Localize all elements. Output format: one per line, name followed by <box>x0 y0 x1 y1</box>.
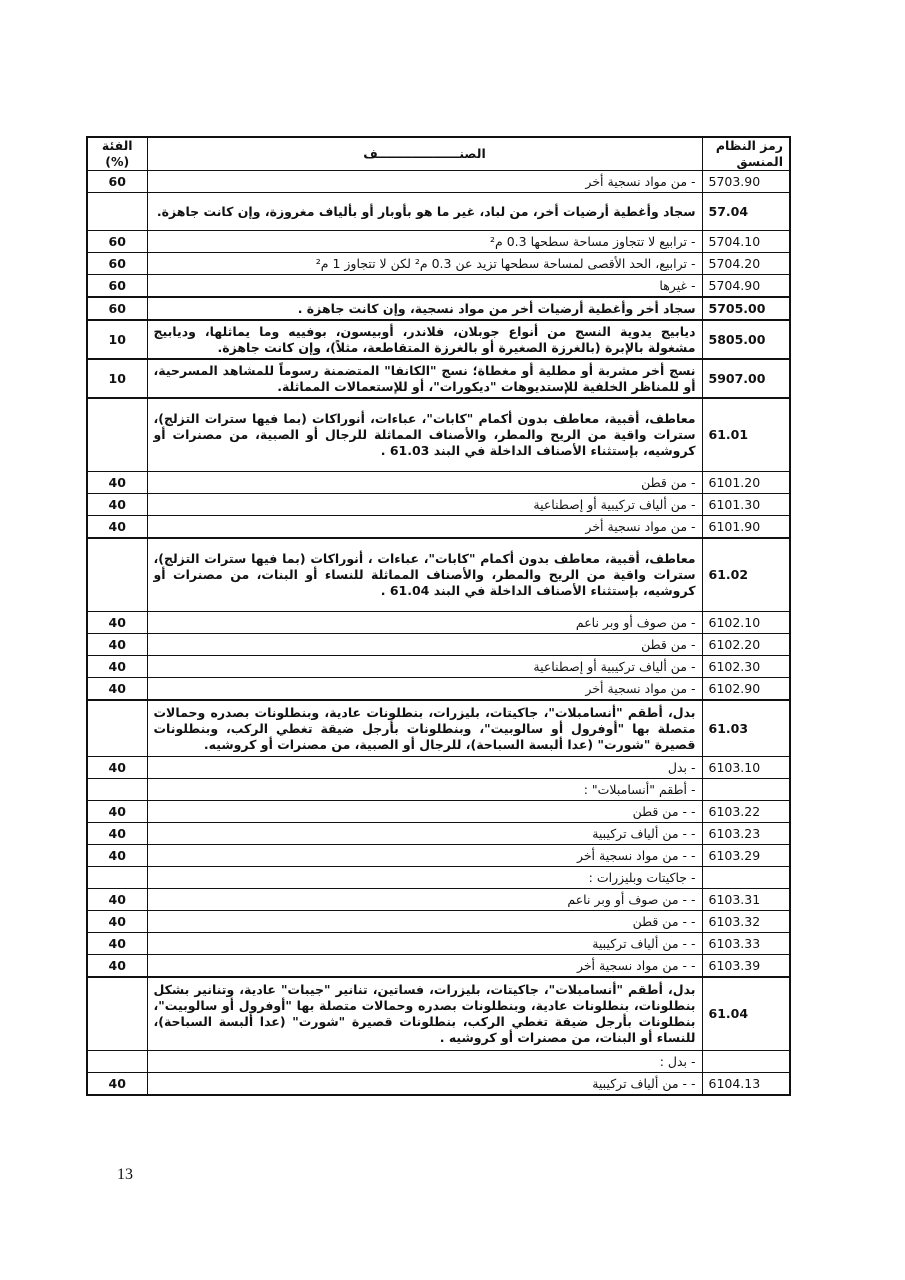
rate-cell: 40 <box>87 494 147 516</box>
rate-cell: 40 <box>87 889 147 911</box>
hs-code-cell: 6104.13 <box>702 1073 790 1096</box>
header-description: الصنـــــــــــــــــــف <box>147 137 702 171</box>
hs-code-cell: 6103.22 <box>702 801 790 823</box>
rate-cell: 10 <box>87 359 147 398</box>
table-row <box>87 359 790 398</box>
hs-code-cell: 6102.30 <box>702 656 790 678</box>
description-cell: - - من مواد نسجية أخر <box>147 845 702 867</box>
table-row <box>87 253 790 275</box>
description-cell: - من مواد نسجية أخر <box>147 678 702 701</box>
table-body <box>87 171 790 1096</box>
description-cell: بدل، أطقم "أنسامبلات"، جاكيتات، بليزرات، فساتين، تنانير "جيبات" عادية، وتنانير بشكل بنطلونات، بنطلونات عادية، وبنطلونات بصدره وحمالات متصلة بها "أوفرول أو سالوبيت"، بنطلونات بأرجل ضيقة تغطي الركب، بنطلونات قصيرة "شورت" (عدا ألبسة السباحة)، للنساء أو البنات، من مصنرات أو كروشيه . <box>147 977 702 1051</box>
description-cell: بدل، أطقم "أنسامبلات"، جاكيتات، بليزرات، بنطلونات عادية، وبنطلونات بصدره وحمالات متصلة بها "أوفرول أو سالوبيت"، وبنطلونات بأرجل ضيقة تغطي الركب، وبنطلونات قصيرة "شورت" (عدا ألبسة السباحة)، للرجال أو الصبية، من مصنرات أو كروشيه. <box>147 700 702 757</box>
rate-cell <box>87 779 147 801</box>
description-cell: - من صوف أو وبر ناعم <box>147 612 702 634</box>
header-rate-line1: الفئة <box>101 138 133 153</box>
rate-cell <box>87 700 147 757</box>
table-row <box>87 801 790 823</box>
rate-cell: 40 <box>87 678 147 701</box>
description-cell: - غيرها <box>147 275 702 298</box>
page-number: 13 <box>117 1166 133 1183</box>
hs-code-cell: 6103.31 <box>702 889 790 911</box>
description-cell: سجاد وأغطية أرضيات أخر، من لباد، غير ما هو بأوبار أو بألياف مغروزة، وإن كانت جاهزة. <box>147 193 702 231</box>
description-cell: سجاد أخر وأغطية أرضيات أخر من مواد نسجية، وإن كانت جاهزة . <box>147 297 702 320</box>
rate-cell: 40 <box>87 516 147 539</box>
table-row <box>87 398 790 472</box>
rate-cell: 60 <box>87 297 147 320</box>
rate-cell: 40 <box>87 656 147 678</box>
table-row <box>87 275 790 298</box>
table-row <box>87 494 790 516</box>
hs-code-cell: 5805.00 <box>702 320 790 359</box>
description-cell: - بدل : <box>147 1051 702 1073</box>
rate-cell: 40 <box>87 845 147 867</box>
description-cell: - جاكيتات وبليزرات : <box>147 867 702 889</box>
table-row <box>87 977 790 1051</box>
description-cell: - - من قطن <box>147 801 702 823</box>
description-cell: - ترابيع، الحد الأقصى لمساحة سطحها تزيد عن 0.3 م² لكن لا تتجاوز 1 م² <box>147 253 702 275</box>
table-row <box>87 171 790 193</box>
hs-code-cell: 5705.00 <box>702 297 790 320</box>
hs-code-cell: 6102.90 <box>702 678 790 701</box>
hs-code-cell <box>702 1051 790 1073</box>
table-row <box>87 320 790 359</box>
table-row <box>87 656 790 678</box>
rate-cell: 60 <box>87 171 147 193</box>
description-cell: - من قطن <box>147 634 702 656</box>
hs-code-cell: 61.03 <box>702 700 790 757</box>
description-cell: - - من ألياف تركيبية <box>147 933 702 955</box>
hs-code-cell: 6103.32 <box>702 911 790 933</box>
hs-code-cell: 6103.39 <box>702 955 790 978</box>
hs-code-cell: 6103.23 <box>702 823 790 845</box>
hs-code-cell <box>702 779 790 801</box>
table-row <box>87 955 790 978</box>
table-row <box>87 911 790 933</box>
table-row <box>87 823 790 845</box>
table-row <box>87 297 790 320</box>
table-row <box>87 845 790 867</box>
hs-code-cell: 5907.00 <box>702 359 790 398</box>
description-cell: - من قطن <box>147 472 702 494</box>
header-code <box>702 137 790 171</box>
hs-code-cell: 6102.20 <box>702 634 790 656</box>
hs-code-cell: 5703.90 <box>702 171 790 193</box>
description-cell: - - من ألياف تركيبية <box>147 1073 702 1096</box>
table-row <box>87 933 790 955</box>
description-cell: - - من قطن <box>147 911 702 933</box>
hs-code-cell: 6102.10 <box>702 612 790 634</box>
description-cell: - - من صوف أو وبر ناعم <box>147 889 702 911</box>
table-row <box>87 193 790 231</box>
description-cell: - من ألياف تركيبية أو إصطناعية <box>147 494 702 516</box>
description-cell: - ترابيع لا تتجاوز مساحة سطحها 0.3 م² <box>147 231 702 253</box>
header-code-line2: المنسق <box>736 154 783 169</box>
description-cell: - - من مواد نسجية أخر <box>147 955 702 978</box>
rate-cell <box>87 977 147 1051</box>
hs-code-cell: 6101.90 <box>702 516 790 539</box>
hs-code-cell: 5704.90 <box>702 275 790 298</box>
table-row <box>87 612 790 634</box>
table-row <box>87 678 790 701</box>
hs-code-cell: 6101.20 <box>702 472 790 494</box>
hs-code-cell: 6101.30 <box>702 494 790 516</box>
description-cell: - من مواد نسجية أخر <box>147 516 702 539</box>
rate-cell: 40 <box>87 472 147 494</box>
rate-cell: 40 <box>87 634 147 656</box>
header-code-line1: رمز النظام <box>715 138 783 153</box>
hs-code-cell: 61.01 <box>702 398 790 472</box>
table-row <box>87 516 790 539</box>
table-row <box>87 867 790 889</box>
rate-cell: 40 <box>87 823 147 845</box>
hs-code-cell: 61.04 <box>702 977 790 1051</box>
rate-cell: 40 <box>87 757 147 779</box>
description-cell: - - من ألياف تركيبية <box>147 823 702 845</box>
hs-code-cell: 6103.10 <box>702 757 790 779</box>
table-row <box>87 1051 790 1073</box>
rate-cell <box>87 1051 147 1073</box>
rate-cell: 60 <box>87 275 147 298</box>
header-rate-line2: (%) <box>105 154 130 169</box>
description-cell: معاطف، أقبية، معاطف بدون أكمام "كابات"، عباءات، أنوراكات (بما فيها سترات التزلج)، سترات واقية من الريح والمطر، والأصناف المماثلة للرجال أو الصبية، من مصنرات أو كروشيه، بإستثناء الأصناف الداخلة في البند 61.03 . <box>147 398 702 472</box>
table-row <box>87 231 790 253</box>
rate-cell: 40 <box>87 955 147 978</box>
hs-code-cell: 6103.33 <box>702 933 790 955</box>
hs-code-cell: 6103.29 <box>702 845 790 867</box>
description-cell: - من ألياف تركيبية أو إصطناعية <box>147 656 702 678</box>
description-cell: ديابيج يدوية النسج من أنواع جوبلان، فلاندر، أوبيسون، بوفييه وما يماثلها، وديابيج مشغولة بالإبرة (بالغرزة الصغيرة أو بالغرزة المتقاطعة، مثلاً)، وإن كانت جاهزة. <box>147 320 702 359</box>
table-row <box>87 1073 790 1096</box>
rate-cell <box>87 538 147 612</box>
rate-cell: 40 <box>87 801 147 823</box>
rate-cell: 40 <box>87 612 147 634</box>
hs-code-cell: 61.02 <box>702 538 790 612</box>
rate-cell: 60 <box>87 231 147 253</box>
rate-cell: 40 <box>87 1073 147 1096</box>
rate-cell: 40 <box>87 911 147 933</box>
table-row <box>87 538 790 612</box>
header-rate <box>87 137 147 171</box>
hs-code-cell: 5704.20 <box>702 253 790 275</box>
table-row <box>87 634 790 656</box>
description-cell: - أطقم "أنسامبلات" : <box>147 779 702 801</box>
rate-cell <box>87 867 147 889</box>
table-header-row <box>87 137 790 171</box>
table-row <box>87 779 790 801</box>
rate-cell: 40 <box>87 933 147 955</box>
description-cell: - من مواد نسجية أخر <box>147 171 702 193</box>
table-row <box>87 700 790 757</box>
hs-code-cell <box>702 867 790 889</box>
table-row <box>87 472 790 494</box>
table-row <box>87 889 790 911</box>
description-cell: نسج أخر مشربة أو مطلية أو مغطاة؛ نسج "الكانفا" المتضمنة رسوماً للمشاهد المسرحية، أو للمناظر الخلفية للإستديوهات "ديكورات"، أو للإستعمالات المماثلة. <box>147 359 702 398</box>
rate-cell <box>87 398 147 472</box>
rate-cell <box>87 193 147 231</box>
rate-cell: 60 <box>87 253 147 275</box>
rate-cell: 10 <box>87 320 147 359</box>
hs-code-cell: 57.04 <box>702 193 790 231</box>
tariff-table <box>86 136 791 1096</box>
description-cell: - بدل <box>147 757 702 779</box>
description-cell: معاطف، أقبية، معاطف بدون أكمام "كابات"، عباءات ، أنوراكات (بما فيها سترات التزلج)، سترات واقية من الريح والمطر، والأصناف المماثلة للنساء أو البنات، من مصنرات أو كروشيه، بإستثناء الأصناف الداخلة في البند 61.04 . <box>147 538 702 612</box>
table-row <box>87 757 790 779</box>
hs-code-cell: 5704.10 <box>702 231 790 253</box>
